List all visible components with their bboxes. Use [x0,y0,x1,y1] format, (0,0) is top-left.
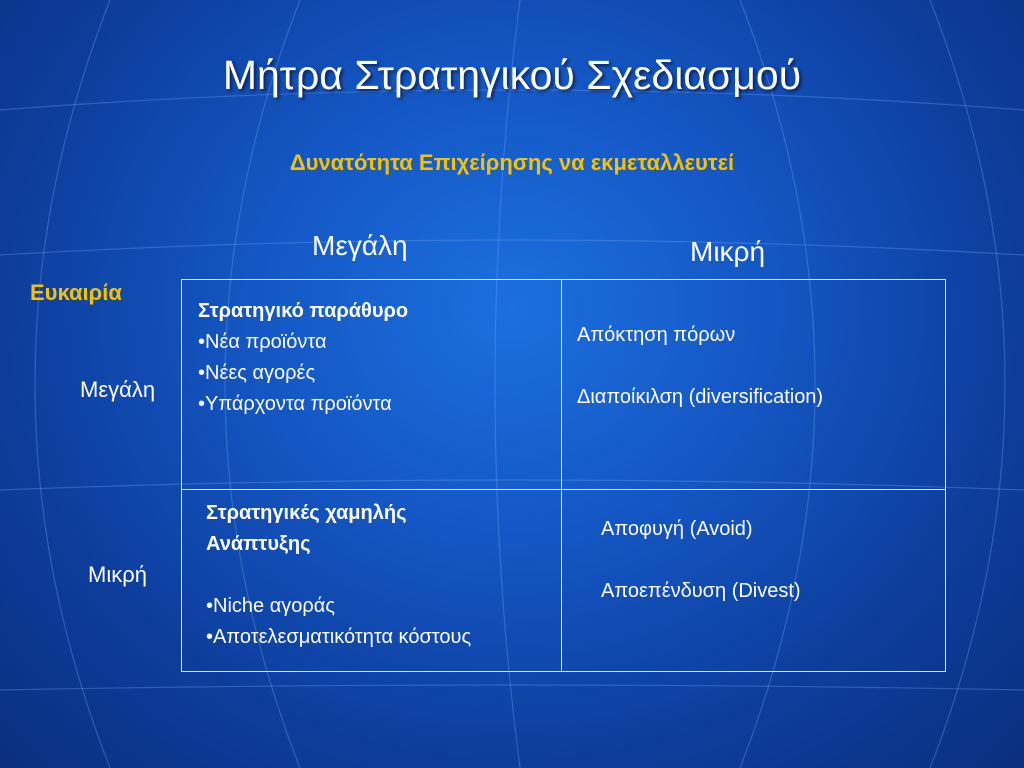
strategy-matrix [181,279,946,672]
matrix-horizontal-divider [182,489,945,490]
slide-subtitle: Δυνατότητα Επιχείρησης να εκμεταλλευτεί [289,150,735,175]
row-header-small: Μικρή [88,562,147,587]
cell-line: Απόκτηση πόρων [577,324,736,346]
cell-big-big [198,296,408,420]
matrix-vertical-divider [561,280,562,671]
cell-heading: Ανάπτυξης [206,533,311,555]
cell-line: Διαποίκιλση (diversification) [577,386,824,408]
slide-title: Μήτρα Στρατηγικού Σχεδιασμού [222,52,802,98]
cell-heading: Στρατηγικές χαμηλής [206,502,407,524]
cell-list-item: •Νέες αγορές [198,362,316,384]
cell-line: Αποεπένδυση (Divest) [601,580,801,602]
cell-small-small [601,514,801,607]
cell-big-small [577,320,823,413]
column-header-big: Μεγάλη [312,230,408,261]
column-header-small: Μικρή [690,236,766,267]
cell-list-item: •Νέα προϊόντα [198,331,327,353]
cell-small-big [206,498,471,653]
cell-heading: Στρατηγικό παράθυρο [198,300,409,322]
row-axis-label: Ευκαιρία [30,280,122,305]
cell-list-item: •Niche αγοράς [206,595,335,617]
cell-list-item: •Αποτελεσματικότητα κόστους [206,626,472,648]
cell-line: Αποφυγή (Avoid) [601,518,753,540]
cell-list-item: •Υπάρχοντα προϊόντα [198,393,392,415]
row-header-big: Μεγάλη [80,377,156,402]
